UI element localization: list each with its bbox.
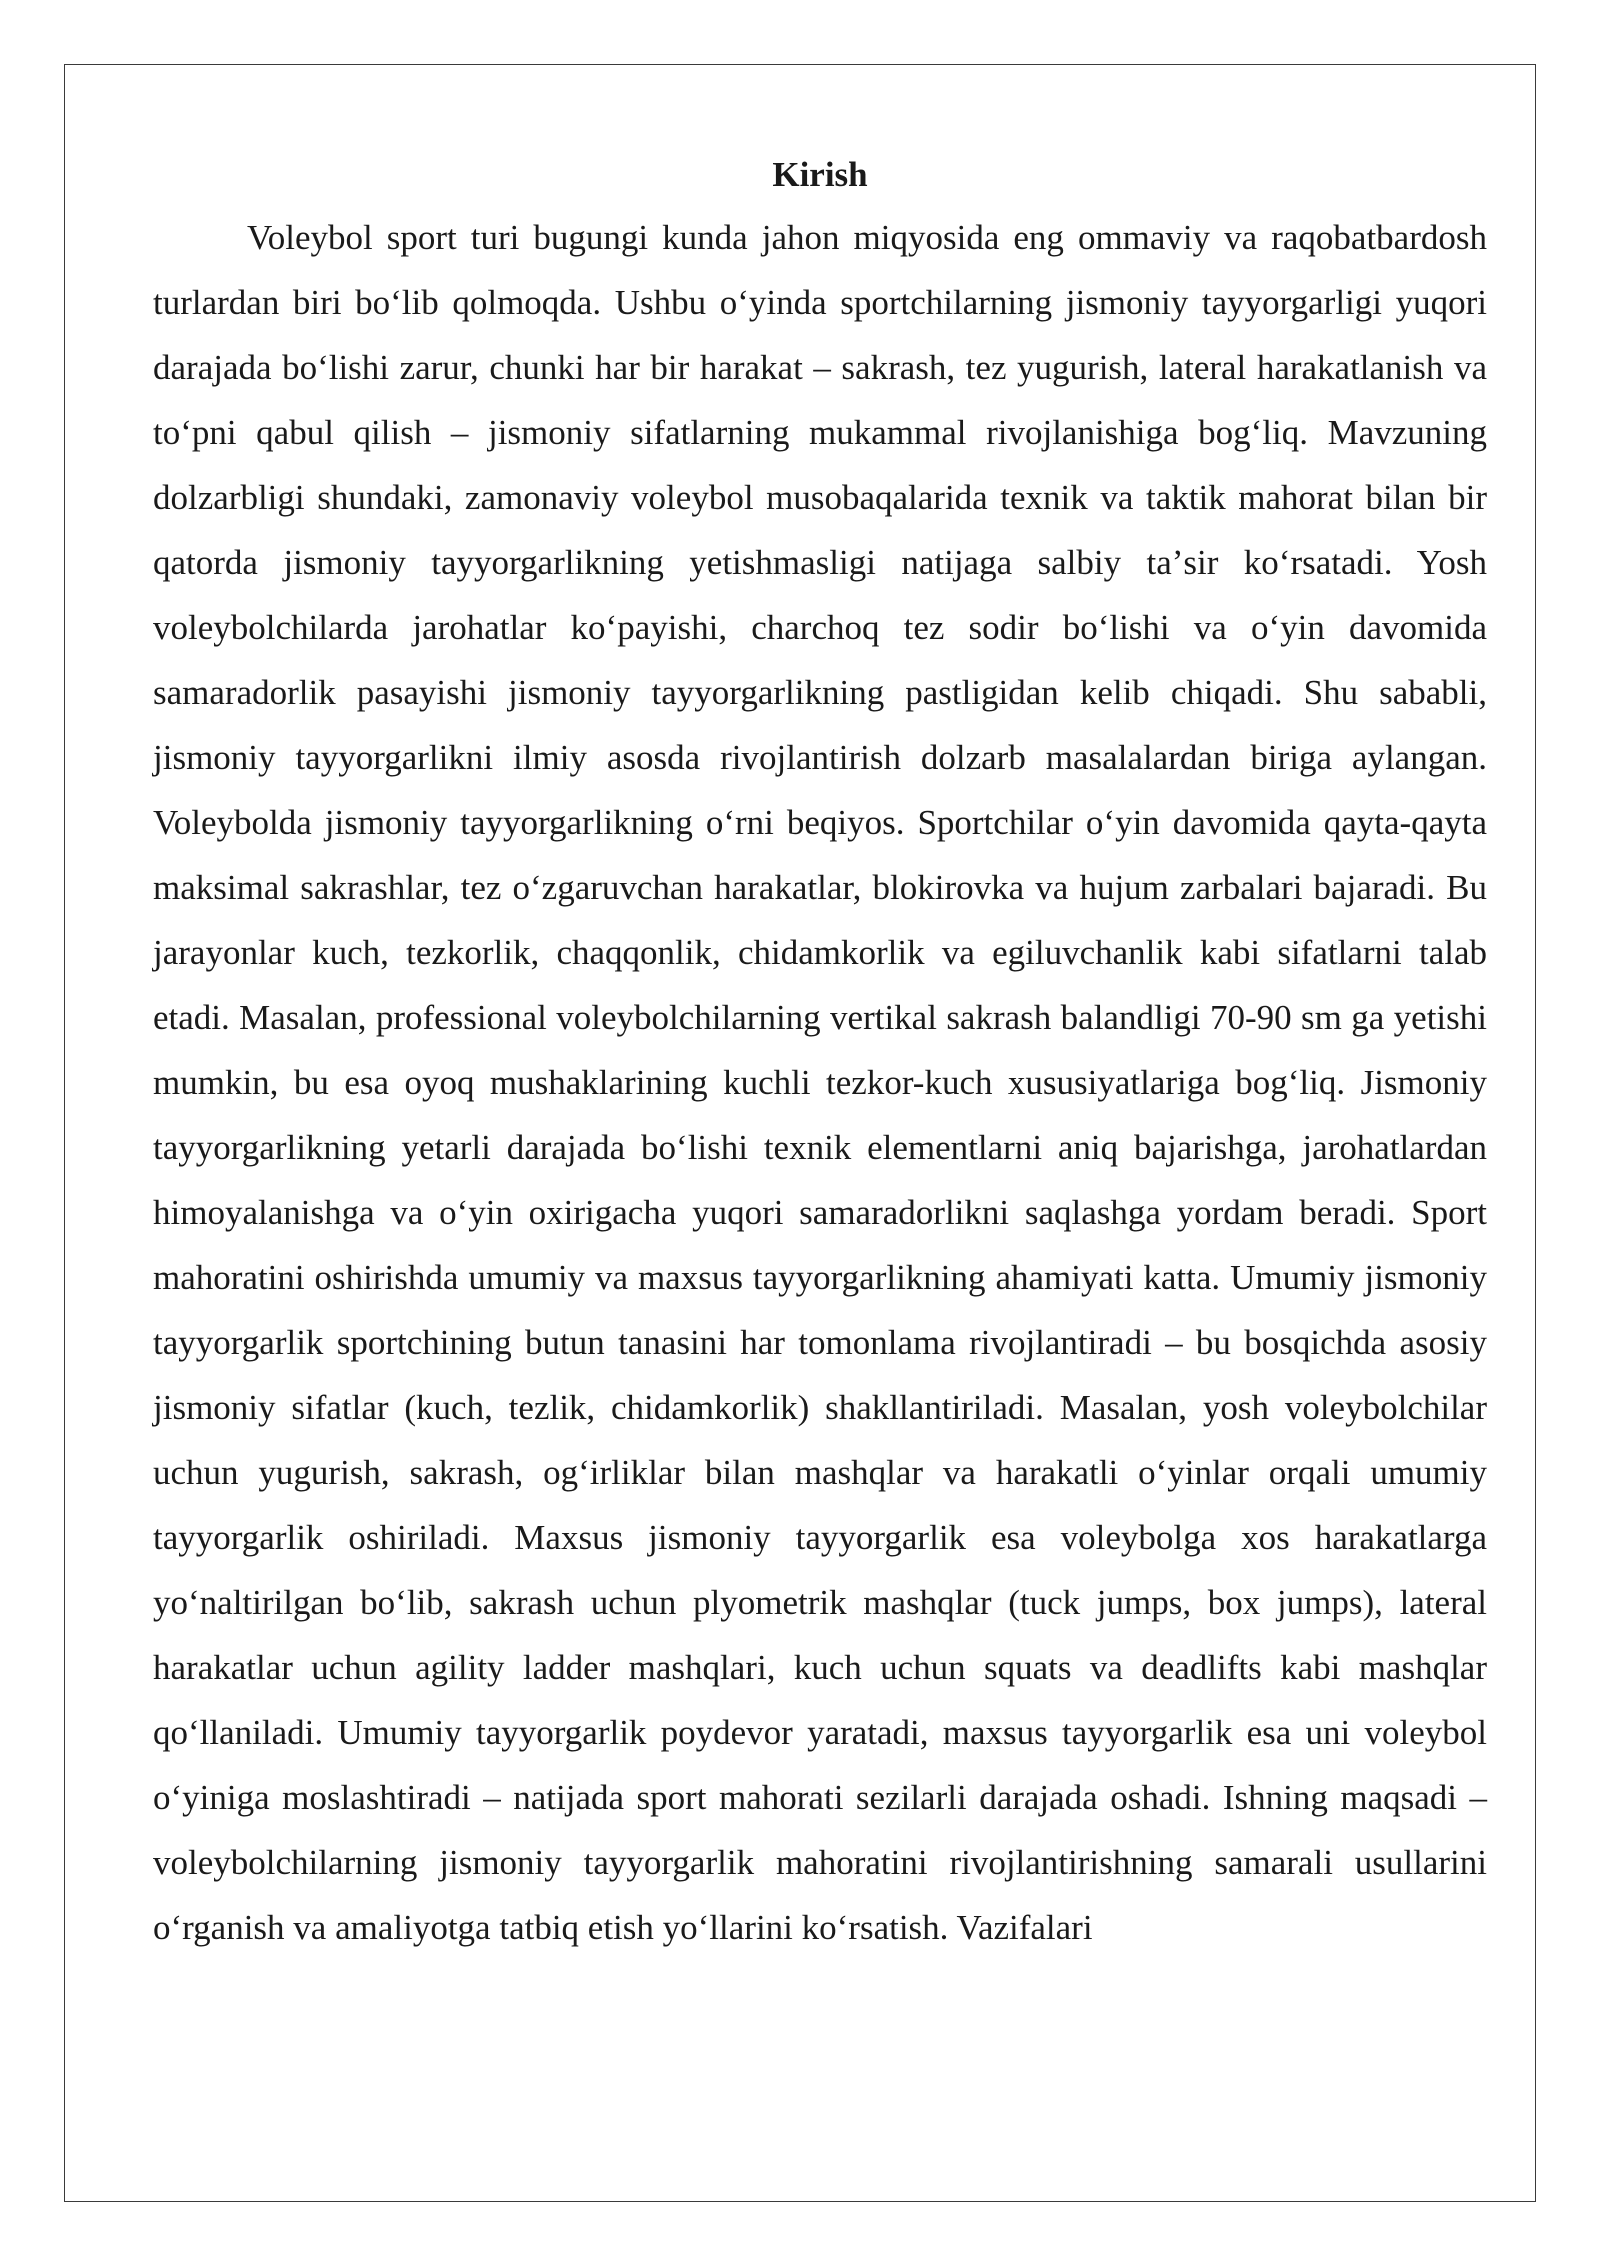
document-body [153, 145, 1487, 1960]
body-paragraph: Voleybol sport turi bugungi kunda jahon miqyosida eng ommaviy va raqobatbardosh turlardan biri boʻlib qolmoqda. Ushbu oʻyinda sportchilarning jismoniy tayyorgarligi yuqori darajada boʻlishi zarur, chunki har bir harakat – sakrash, tez yugurish, lateral harakatlanish va toʻpni qabul qilish – jismoniy sifatlarning mukammal rivojlanishiga bogʻliq. Mavzuning dolzarbligi shundaki, zamonaviy voleybol musobaqalarida texnik va taktik mahorat bilan bir qatorda jismoniy tayyorgarlikning yetishmasligi natijaga salbiy taʼsir koʻrsatadi. Yosh voleybolchilarda jarohatlar koʻpayishi, charchoq tez sodir boʻlishi va oʻyin davomida samaradorlik pasayishi jismoniy tayyorgarlikning pastligidan kelib chiqadi. Shu sababli, jismoniy tayyorgarlikni ilmiy asosda rivojlantirish dolzarb masalalardan biriga aylangan. Voleybolda jismoniy tayyorgarlikning oʻrni beqiyos. Sportchilar oʻyin davomida qayta-qayta maksimal sakrashlar, tez oʻzgaruvchan harakatlar, blokirovka va hujum zarbalari bajaradi. Bu jarayonlar kuch, tezkorlik, chaqqonlik, chidamkorlik va egiluvchanlik kabi sifatlarni talab etadi. Masalan, professional voleybolchilarning vertikal sakrash balandligi 70-90 sm ga yetishi mumkin, bu esa oyoq mushaklarining kuchli tezkor-kuch xususiyatlariga bogʻliq. Jismoniy tayyorgarlikning yetarli darajada boʻlishi texnik elementlarni aniq bajarishga, jarohatlardan himoyalanishga va oʻyin oxirigacha yuqori samaradorlikni saqlashga yordam beradi. Sport mahoratini oshirishda umumiy va maxsus tayyorgarlikning ahamiyati katta. Umumiy jismoniy tayyorgarlik sportchining butun tanasini har tomonlama rivojlantiradi – bu bosqichda asosiy jismoniy sifatlar (kuch, tezlik, chidamkorlik) shakllantiriladi. Masalan, yosh voleybolchilar uchun yugurish, sakrash, ogʻirliklar bilan mashqlar va harakatli oʻyinlar orqali umumiy tayyorgarlik oshiriladi. Maxsus jismoniy tayyorgarlik esa voleybolga xos harakatlarga yoʻnaltirilgan boʻlib, sakrash uchun plyometrik mashqlar (tuck jumps, box jumps), lateral harakatlar uchun agility ladder mashqlari, kuch uchun squats va deadlifts kabi mashqlar qoʻllaniladi. Umumiy tayyorgarlik poydevor yaratadi, maxsus tayyorgarlik esa uni voleybol oʻyiniga moslashtiradi – natijada sport mahorati sezilarli darajada oshadi. Ishning maqsadi – voleybolchilarning jismoniy tayyorgarlik mahoratini rivojlantirishning samarali usullarini oʻrganish va amaliyotga tatbiq etish yoʻllarini koʻrsatish. Vazifalari [153, 218, 1487, 1947]
document-title: Kirish [772, 155, 868, 194]
